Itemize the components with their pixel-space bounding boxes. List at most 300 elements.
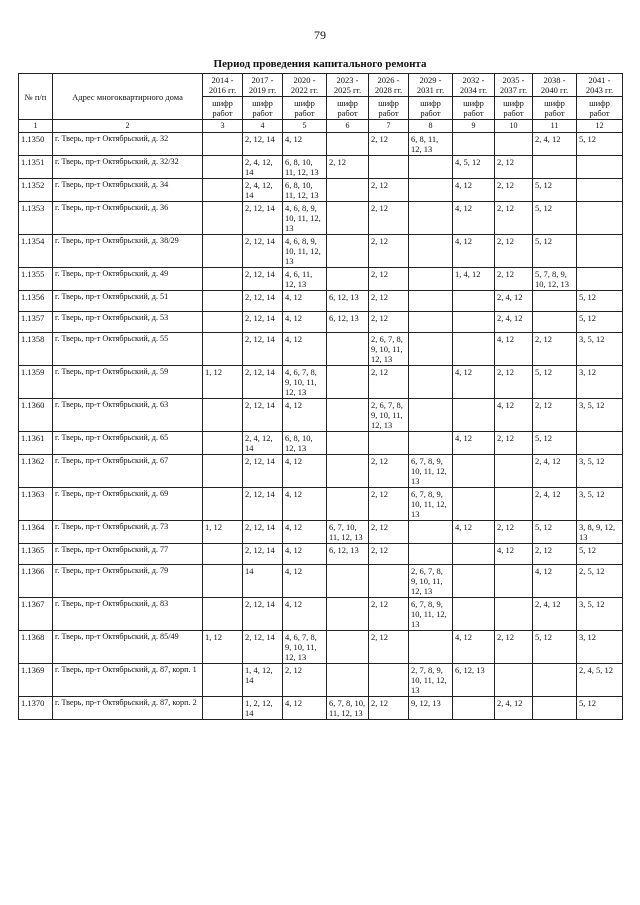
address-cell: г. Тверь, пр-т Октябрьский, д. 55 (53, 333, 203, 366)
work-codes-cell: 4, 12 (453, 631, 495, 664)
table-row (19, 312, 623, 333)
address-cell: г. Тверь, пр-т Октябрьский, д. 34 (53, 179, 203, 202)
work-codes-cell: 2, 12, 14 (243, 333, 283, 366)
work-codes-cell: 2, 12 (369, 268, 409, 291)
work-codes-cell: 6, 7, 8, 9, 10, 11, 12, 13 (409, 488, 453, 521)
work-codes-cell: 2, 12 (495, 235, 533, 268)
work-codes-cell: 6, 7, 8, 9, 10, 11, 12, 13 (409, 455, 453, 488)
header-period: 2041 - 2043 гг. (577, 74, 623, 97)
work-codes-cell: 2, 12, 14 (243, 312, 283, 333)
address-cell: г. Тверь, пр-т Октябрьский, д. 67 (53, 455, 203, 488)
work-codes-cell: 2, 12 (283, 664, 327, 697)
work-codes-cell: 1, 12 (203, 521, 243, 544)
header-period: 2014 - 2016 гг. (203, 74, 243, 97)
work-codes-cell (453, 697, 495, 720)
table-row (19, 133, 623, 156)
work-codes-cell: 4, 12 (283, 333, 327, 366)
work-codes-cell: 4, 6, 7, 8, 9, 10, 11, 12, 13 (283, 631, 327, 664)
table-row (19, 399, 623, 432)
row-number: 1.1357 (19, 312, 53, 333)
row-number: 1.1364 (19, 521, 53, 544)
work-codes-cell: 5, 12 (533, 631, 577, 664)
work-codes-cell: 2, 12, 14 (243, 202, 283, 235)
address-cell: г. Тверь, пр-т Октябрьский, д. 85/49 (53, 631, 203, 664)
work-codes-cell: 5, 12 (577, 544, 623, 565)
work-codes-cell: 5, 12 (533, 432, 577, 455)
column-number: 11 (533, 120, 577, 133)
table-row (19, 291, 623, 312)
column-number: 9 (453, 120, 495, 133)
work-codes-cell: 2, 12 (495, 366, 533, 399)
work-codes-cell: 4, 12 (283, 544, 327, 565)
work-codes-cell: 6, 7, 10, 11, 12, 13 (327, 521, 369, 544)
work-codes-cell: 4, 12 (283, 291, 327, 312)
work-codes-cell (203, 565, 243, 598)
work-codes-cell (533, 664, 577, 697)
header-period: 2035 - 2037 гг. (495, 74, 533, 97)
work-codes-cell: 2, 12 (369, 598, 409, 631)
work-codes-cell: 6, 12, 13 (327, 544, 369, 565)
header-sub: шифр работ (409, 97, 453, 120)
row-number: 1.1361 (19, 432, 53, 455)
header-sub: шифр работ (283, 97, 327, 120)
work-codes-cell (409, 268, 453, 291)
work-codes-cell: 2, 12, 14 (243, 366, 283, 399)
work-codes-cell: 2, 4, 12 (533, 598, 577, 631)
work-codes-cell (409, 156, 453, 179)
work-codes-cell (327, 565, 369, 598)
table-row (19, 631, 623, 664)
work-codes-cell (203, 268, 243, 291)
work-codes-cell: 2, 12 (369, 488, 409, 521)
work-codes-cell (327, 133, 369, 156)
work-codes-cell: 2, 12 (369, 521, 409, 544)
work-codes-cell: 2, 12 (495, 521, 533, 544)
address-cell: г. Тверь, пр-т Октябрьский, д. 79 (53, 565, 203, 598)
table-row (19, 179, 623, 202)
header-period: 2017 - 2019 гг. (243, 74, 283, 97)
column-number: 12 (577, 120, 623, 133)
work-codes-cell (453, 333, 495, 366)
work-codes-cell: 2, 12 (369, 202, 409, 235)
work-codes-cell: 2, 4, 12 (533, 455, 577, 488)
address-cell: г. Тверь, пр-т Октябрьский, д. 49 (53, 268, 203, 291)
work-codes-cell (203, 235, 243, 268)
work-codes-cell (203, 544, 243, 565)
work-codes-cell (203, 598, 243, 631)
column-number: 4 (243, 120, 283, 133)
work-codes-cell (203, 455, 243, 488)
work-codes-cell: 5, 12 (577, 697, 623, 720)
work-codes-cell: 2, 12 (495, 156, 533, 179)
work-codes-cell: 2, 12 (495, 631, 533, 664)
work-codes-cell: 2, 12, 14 (243, 521, 283, 544)
work-codes-cell: 6, 8, 11, 12, 13 (409, 133, 453, 156)
address-cell: г. Тверь, пр-т Октябрьский, д. 63 (53, 399, 203, 432)
table-row (19, 268, 623, 291)
work-codes-cell (327, 631, 369, 664)
work-codes-cell (409, 202, 453, 235)
work-codes-cell (495, 133, 533, 156)
work-codes-cell: 4, 6, 11, 12, 13 (283, 268, 327, 291)
work-codes-cell: 1, 2, 12, 14 (243, 697, 283, 720)
work-codes-cell (533, 291, 577, 312)
row-number: 1.1360 (19, 399, 53, 432)
work-codes-cell: 2, 12 (369, 179, 409, 202)
address-cell: г. Тверь, пр-т Октябрьский, д. 51 (53, 291, 203, 312)
work-codes-cell: 4, 12 (495, 399, 533, 432)
work-codes-cell: 2, 12 (495, 202, 533, 235)
work-codes-cell: 6, 8, 10, 12, 13 (283, 432, 327, 455)
row-number: 1.1350 (19, 133, 53, 156)
header-sub: шифр работ (533, 97, 577, 120)
column-number: 8 (409, 120, 453, 133)
work-codes-cell (203, 202, 243, 235)
work-codes-cell: 2, 12, 14 (243, 399, 283, 432)
work-codes-cell (203, 156, 243, 179)
work-codes-cell (495, 664, 533, 697)
work-codes-cell: 2, 12 (495, 179, 533, 202)
table-row (19, 366, 623, 399)
table-row (19, 488, 623, 521)
column-number: 7 (369, 120, 409, 133)
work-codes-cell: 2, 12, 14 (243, 488, 283, 521)
work-codes-cell: 2, 12 (369, 291, 409, 312)
address-cell: г. Тверь, пр-т Октябрьский, д. 32 (53, 133, 203, 156)
work-codes-cell: 2, 12 (533, 544, 577, 565)
work-codes-cell: 5, 12 (533, 366, 577, 399)
work-codes-cell: 4, 12 (453, 179, 495, 202)
work-codes-cell (203, 399, 243, 432)
row-number: 1.1366 (19, 565, 53, 598)
work-codes-cell: 4, 12 (283, 399, 327, 432)
work-codes-cell (533, 697, 577, 720)
work-codes-cell (533, 156, 577, 179)
work-codes-cell: 2, 12, 14 (243, 544, 283, 565)
work-codes-cell: 2, 12, 14 (243, 291, 283, 312)
work-codes-cell: 4, 12 (283, 598, 327, 631)
header-address: Адрес многоквартирного дома (53, 74, 203, 120)
work-codes-cell: 2, 12 (533, 399, 577, 432)
address-cell: г. Тверь, пр-т Октябрьский, д. 87, корп. 1 (53, 664, 203, 697)
work-codes-cell (409, 521, 453, 544)
work-codes-cell: 4, 12 (283, 565, 327, 598)
header-period: 2032 - 2034 гг. (453, 74, 495, 97)
work-codes-cell: 3, 5, 12 (577, 399, 623, 432)
work-codes-cell: 2, 12 (369, 312, 409, 333)
work-codes-cell (327, 488, 369, 521)
work-codes-cell: 2, 12 (327, 156, 369, 179)
work-codes-cell: 2, 12, 14 (243, 235, 283, 268)
work-codes-cell: 5, 12 (533, 179, 577, 202)
work-codes-cell (409, 366, 453, 399)
page-number: 79 (314, 28, 326, 42)
work-codes-cell: 6, 8, 10, 11, 12, 13 (283, 179, 327, 202)
header-sub: шифр работ (577, 97, 623, 120)
work-codes-cell (453, 133, 495, 156)
work-codes-cell: 4, 12 (283, 488, 327, 521)
address-cell: г. Тверь, пр-т Октябрьский, д. 69 (53, 488, 203, 521)
header-num: № п/п (19, 74, 53, 120)
work-codes-cell: 2, 6, 7, 8, 9, 10, 11, 12, 13 (409, 565, 453, 598)
work-codes-cell (203, 312, 243, 333)
table-row (19, 333, 623, 366)
row-number: 1.1358 (19, 333, 53, 366)
row-number: 1.1353 (19, 202, 53, 235)
work-codes-cell (453, 455, 495, 488)
work-codes-cell: 2, 12 (369, 366, 409, 399)
work-codes-cell: 2, 12 (369, 133, 409, 156)
table-row (19, 697, 623, 720)
work-codes-cell: 6, 12, 13 (327, 312, 369, 333)
row-number: 1.1351 (19, 156, 53, 179)
work-codes-cell: 2, 4, 12 (495, 697, 533, 720)
work-codes-cell: 1, 12 (203, 366, 243, 399)
repair-schedule-table (18, 73, 623, 720)
work-codes-cell: 2, 7, 8, 9, 10, 11, 12, 13 (409, 664, 453, 697)
address-cell: г. Тверь, пр-т Октябрьский, д. 65 (53, 432, 203, 455)
work-codes-cell: 2, 12, 14 (243, 268, 283, 291)
work-codes-cell: 4, 12 (283, 521, 327, 544)
work-codes-cell: 4, 12 (453, 432, 495, 455)
row-number: 1.1356 (19, 291, 53, 312)
work-codes-cell: 4, 12 (283, 697, 327, 720)
document-body (18, 58, 622, 720)
work-codes-cell: 4, 12 (495, 333, 533, 366)
work-codes-cell: 3, 5, 12 (577, 598, 623, 631)
work-codes-cell: 4, 12 (495, 544, 533, 565)
table-row (19, 565, 623, 598)
table-row (19, 544, 623, 565)
work-codes-cell: 2, 12 (369, 235, 409, 268)
work-codes-cell: 4, 12 (533, 565, 577, 598)
work-codes-cell (577, 156, 623, 179)
header-sub: шифр работ (453, 97, 495, 120)
work-codes-cell: 2, 6, 7, 8, 9, 10, 11, 12, 13 (369, 333, 409, 366)
work-codes-cell (327, 235, 369, 268)
work-codes-cell (453, 291, 495, 312)
header-sub: шифр работ (243, 97, 283, 120)
table-row (19, 156, 623, 179)
work-codes-cell: 4, 12 (453, 202, 495, 235)
work-codes-cell (495, 565, 533, 598)
work-codes-cell (495, 598, 533, 631)
work-codes-cell: 5, 12 (577, 133, 623, 156)
work-codes-cell: 2, 4, 12, 14 (243, 432, 283, 455)
work-codes-cell (577, 432, 623, 455)
work-codes-cell (327, 268, 369, 291)
work-codes-cell (203, 488, 243, 521)
work-codes-cell: 2, 4, 5, 12 (577, 664, 623, 697)
column-number: 2 (53, 120, 203, 133)
work-codes-cell: 4, 12 (283, 455, 327, 488)
work-codes-cell: 4, 6, 8, 9, 10, 11, 12, 13 (283, 202, 327, 235)
work-codes-cell (369, 664, 409, 697)
work-codes-cell (327, 399, 369, 432)
address-cell: г. Тверь, пр-т Октябрьский, д. 36 (53, 202, 203, 235)
address-cell: г. Тверь, пр-т Октябрьский, д. 53 (53, 312, 203, 333)
work-codes-cell: 2, 12 (369, 544, 409, 565)
work-codes-cell: 2, 6, 7, 8, 9, 10, 11, 12, 13 (369, 399, 409, 432)
header-sub: шифр работ (495, 97, 533, 120)
work-codes-cell: 2, 12, 14 (243, 598, 283, 631)
row-number: 1.1362 (19, 455, 53, 488)
header-sub: шифр работ (203, 97, 243, 120)
work-codes-cell (327, 598, 369, 631)
work-codes-cell: 5, 12 (533, 202, 577, 235)
work-codes-cell: 4, 12 (283, 133, 327, 156)
work-codes-cell (409, 399, 453, 432)
work-codes-cell: 4, 12 (283, 312, 327, 333)
work-codes-cell: 3, 5, 12 (577, 455, 623, 488)
work-codes-cell (203, 133, 243, 156)
work-codes-cell: 2, 12 (495, 432, 533, 455)
column-number: 10 (495, 120, 533, 133)
address-cell: г. Тверь, пр-т Октябрьский, д. 77 (53, 544, 203, 565)
table-row (19, 235, 623, 268)
row-number: 1.1369 (19, 664, 53, 697)
work-codes-cell (203, 291, 243, 312)
address-cell: г. Тверь, пр-т Октябрьский, д. 83 (53, 598, 203, 631)
header-sub: шифр работ (327, 97, 369, 120)
header-period: 2029 - 2031 гг. (409, 74, 453, 97)
table-row (19, 664, 623, 697)
row-number: 1.1363 (19, 488, 53, 521)
row-number: 1.1359 (19, 366, 53, 399)
work-codes-cell: 2, 12 (369, 455, 409, 488)
work-codes-cell (577, 202, 623, 235)
work-codes-cell (453, 312, 495, 333)
work-codes-cell: 3, 5, 12 (577, 488, 623, 521)
work-codes-cell (203, 333, 243, 366)
work-codes-cell (203, 179, 243, 202)
work-codes-cell: 1, 12 (203, 631, 243, 664)
work-codes-cell: 1, 4, 12 (453, 268, 495, 291)
work-codes-cell (327, 664, 369, 697)
work-codes-cell: 5, 12 (533, 521, 577, 544)
work-codes-cell: 2, 4, 12, 14 (243, 179, 283, 202)
work-codes-cell: 2, 12 (369, 631, 409, 664)
work-codes-cell (327, 432, 369, 455)
work-codes-cell: 3, 5, 12 (577, 333, 623, 366)
table-body (19, 133, 623, 720)
address-cell: г. Тверь, пр-т Октябрьский, д. 73 (53, 521, 203, 544)
work-codes-cell (495, 488, 533, 521)
work-codes-cell (409, 235, 453, 268)
work-codes-cell (453, 565, 495, 598)
work-codes-cell (453, 544, 495, 565)
work-codes-cell (203, 697, 243, 720)
period-title: Период проведения капитального ремонта (213, 58, 427, 70)
work-codes-cell (453, 598, 495, 631)
column-number: 6 (327, 120, 369, 133)
work-codes-cell (409, 631, 453, 664)
work-codes-cell: 2, 4, 12 (495, 312, 533, 333)
work-codes-cell: 2, 12, 14 (243, 455, 283, 488)
header-sub: шифр работ (369, 97, 409, 120)
work-codes-cell: 6, 8, 10, 11, 12, 13 (283, 156, 327, 179)
work-codes-cell: 2, 12 (533, 333, 577, 366)
work-codes-cell (577, 179, 623, 202)
work-codes-cell: 5, 12 (577, 312, 623, 333)
address-cell: г. Тверь, пр-т Октябрьский, д. 32/32 (53, 156, 203, 179)
work-codes-cell (409, 291, 453, 312)
work-codes-cell: 3, 12 (577, 366, 623, 399)
header-period: 2023 - 2025 гг. (327, 74, 369, 97)
header-period: 2026 - 2028 гг. (369, 74, 409, 97)
work-codes-cell (409, 544, 453, 565)
work-codes-cell (369, 432, 409, 455)
row-number: 1.1367 (19, 598, 53, 631)
work-codes-cell: 2, 5, 12 (577, 565, 623, 598)
work-codes-cell (495, 455, 533, 488)
table-row (19, 455, 623, 488)
work-codes-cell: 2, 4, 12 (533, 488, 577, 521)
work-codes-cell: 2, 4, 12, 14 (243, 156, 283, 179)
table-row (19, 432, 623, 455)
work-codes-cell: 9, 12, 13 (409, 697, 453, 720)
work-codes-cell: 14 (243, 565, 283, 598)
work-codes-cell (533, 312, 577, 333)
work-codes-cell: 2, 12 (495, 268, 533, 291)
work-codes-cell (453, 399, 495, 432)
work-codes-cell: 6, 7, 8, 9, 10, 11, 12, 13 (409, 598, 453, 631)
work-codes-cell: 1, 4, 12, 14 (243, 664, 283, 697)
work-codes-cell: 4, 12 (453, 521, 495, 544)
work-codes-cell: 4, 6, 7, 8, 9, 10, 11, 12, 13 (283, 366, 327, 399)
column-number: 5 (283, 120, 327, 133)
table-row (19, 202, 623, 235)
work-codes-cell: 2, 4, 12 (533, 133, 577, 156)
row-number: 1.1365 (19, 544, 53, 565)
work-codes-cell (327, 366, 369, 399)
work-codes-cell: 2, 12, 14 (243, 631, 283, 664)
work-codes-cell: 4, 12 (453, 366, 495, 399)
work-codes-cell (203, 664, 243, 697)
work-codes-cell: 6, 7, 8, 10, 11, 12, 13 (327, 697, 369, 720)
table-row (19, 521, 623, 544)
work-codes-cell: 6, 12, 13 (453, 664, 495, 697)
column-number: 1 (19, 120, 53, 133)
work-codes-cell: 4, 5, 12 (453, 156, 495, 179)
row-number: 1.1355 (19, 268, 53, 291)
work-codes-cell: 2, 12 (369, 697, 409, 720)
header-period: 2038 - 2040 гг. (533, 74, 577, 97)
work-codes-cell: 3, 12 (577, 631, 623, 664)
work-codes-cell (327, 333, 369, 366)
work-codes-cell (409, 333, 453, 366)
work-codes-cell: 2, 4, 12 (495, 291, 533, 312)
work-codes-cell: 5, 7, 8, 9, 10, 12, 13 (533, 268, 577, 291)
work-codes-cell (369, 565, 409, 598)
work-codes-cell (327, 202, 369, 235)
work-codes-cell (409, 312, 453, 333)
work-codes-cell (409, 432, 453, 455)
row-number: 1.1370 (19, 697, 53, 720)
address-cell: г. Тверь, пр-т Октябрьский, д. 87, корп. 2 (53, 697, 203, 720)
work-codes-cell: 6, 12, 13 (327, 291, 369, 312)
work-codes-cell (453, 488, 495, 521)
work-codes-cell (577, 235, 623, 268)
work-codes-cell: 4, 12 (453, 235, 495, 268)
work-codes-cell: 5, 12 (577, 291, 623, 312)
address-cell: г. Тверь, пр-т Октябрьский, д. 38/29 (53, 235, 203, 268)
work-codes-cell (369, 156, 409, 179)
row-number: 1.1354 (19, 235, 53, 268)
row-number: 1.1352 (19, 179, 53, 202)
work-codes-cell (409, 179, 453, 202)
column-number: 3 (203, 120, 243, 133)
